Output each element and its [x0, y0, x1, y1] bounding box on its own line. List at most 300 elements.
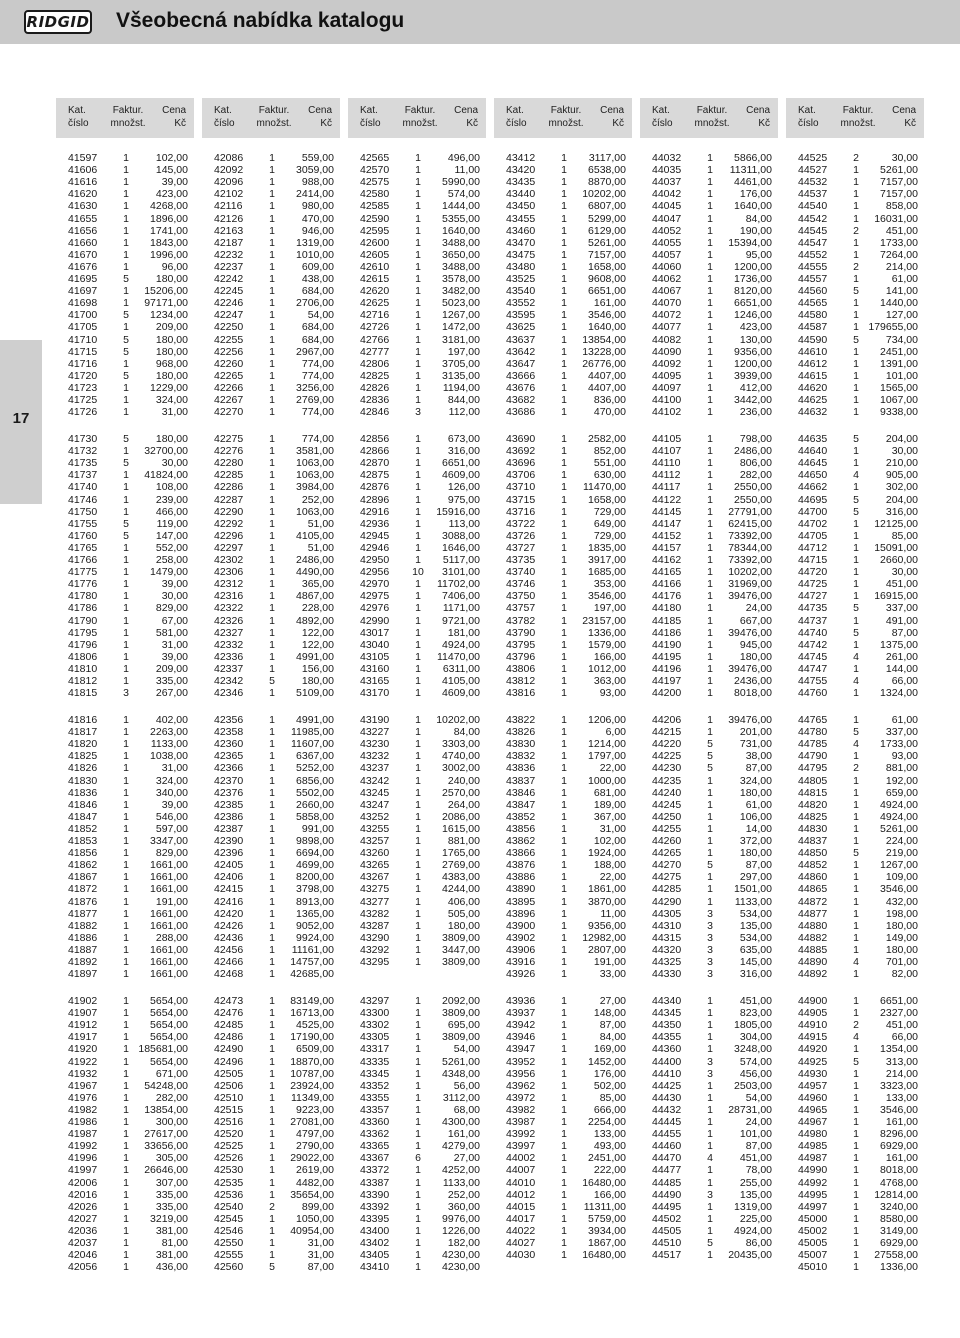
- invoice-quantity: 1: [415, 1067, 421, 1080]
- catalog-number: 44635: [798, 433, 828, 445]
- catalog-number: 43540: [506, 285, 536, 298]
- catalog-number: 41695: [68, 273, 98, 285]
- catalog-number: 42327: [214, 626, 244, 639]
- price-czk: 31,00: [307, 1237, 334, 1249]
- invoice-quantity: 1: [123, 1043, 129, 1056]
- price-czk: 3059,00: [296, 164, 334, 177]
- invoice-quantity: 1: [415, 273, 421, 285]
- invoice-quantity: 1: [707, 883, 713, 896]
- price-czk: 1336,00: [588, 626, 626, 639]
- catalog-number: 42006: [68, 1176, 98, 1189]
- price-czk: 85,00: [599, 1091, 626, 1104]
- catalog-number: 44557: [798, 273, 828, 285]
- catalog-number: 44740: [798, 626, 828, 639]
- price-czk: 8870,00: [588, 176, 626, 189]
- catalog-number: 41697: [68, 285, 98, 298]
- price-czk: 26776,00: [582, 357, 626, 370]
- catalog-number: 43642: [506, 345, 536, 358]
- invoice-quantity: 1: [269, 1091, 275, 1104]
- price-czk: 6651,00: [442, 457, 480, 470]
- price-czk: 635,00: [739, 943, 772, 956]
- price-czk: 1324,00: [880, 687, 918, 700]
- catalog-number: 43412: [506, 152, 536, 164]
- price-czk: 534,00: [739, 931, 772, 944]
- catalog-number: 42525: [214, 1140, 244, 1153]
- invoice-quantity: 1: [415, 810, 421, 823]
- catalog-number: 43267: [360, 871, 390, 884]
- catalog-number: 43435: [506, 176, 536, 189]
- catalog-number: 41655: [68, 212, 98, 225]
- catalog-number: 42625: [360, 297, 390, 310]
- catalog-number: 43812: [506, 675, 536, 687]
- price-czk: 534,00: [739, 907, 772, 920]
- catalog-number: 43740: [506, 566, 536, 579]
- invoice-quantity: 3: [707, 956, 713, 968]
- price-czk: 1579,00: [588, 638, 626, 651]
- price-czk: 456,00: [739, 1067, 772, 1080]
- header-kat-cislo: Kat. číslo: [68, 105, 89, 129]
- catalog-number: 43830: [506, 738, 536, 751]
- invoice-quantity: 1: [707, 1176, 713, 1189]
- catalog-number: 41755: [68, 517, 98, 530]
- catalog-number: 44092: [652, 357, 682, 370]
- catalog-number: 44190: [652, 638, 682, 651]
- price-czk: 470,00: [301, 212, 334, 225]
- price-czk: 16480,00: [582, 1176, 626, 1189]
- price-czk: 22,00: [599, 871, 626, 884]
- catalog-number: 42163: [214, 224, 244, 237]
- catalog-number: 43460: [506, 224, 536, 237]
- invoice-quantity: 1: [853, 1079, 859, 1092]
- invoice-quantity: 1: [707, 260, 713, 273]
- invoice-quantity: 5: [853, 333, 859, 346]
- invoice-quantity: 1: [561, 714, 567, 726]
- price-czk: 214,00: [885, 1067, 918, 1080]
- invoice-quantity: 1: [561, 726, 567, 739]
- invoice-quantity: 1: [415, 517, 421, 530]
- invoice-quantity: 1: [853, 931, 859, 944]
- invoice-quantity: 1: [707, 236, 713, 249]
- catalog-number: 44240: [652, 786, 682, 799]
- catalog-number: 42326: [214, 614, 244, 627]
- catalog-number: 43666: [506, 369, 536, 382]
- price-czk: 6,00: [605, 726, 626, 739]
- catalog-number: 42535: [214, 1176, 244, 1189]
- invoice-quantity: 1: [561, 1007, 567, 1020]
- invoice-quantity: 1: [561, 1067, 567, 1080]
- price-czk: 1194,00: [442, 381, 480, 394]
- catalog-number: 44645: [798, 457, 828, 470]
- catalog-number: 43956: [506, 1067, 536, 1080]
- price-czk: 1867,00: [588, 1237, 626, 1249]
- price-czk: 181,00: [447, 626, 480, 639]
- catalog-number: 44990: [798, 1164, 828, 1177]
- invoice-quantity: 1: [415, 907, 421, 920]
- invoice-quantity: 1: [415, 394, 421, 406]
- invoice-quantity: 1: [561, 273, 567, 285]
- price-czk: 180,00: [447, 919, 480, 932]
- price-czk: 1171,00: [442, 602, 480, 615]
- catalog-number: 42826: [360, 381, 390, 394]
- invoice-quantity: 1: [561, 895, 567, 908]
- catalog-number: 44265: [652, 847, 682, 860]
- price-czk: 3488,00: [442, 236, 480, 249]
- price-czk: 13854,00: [582, 333, 626, 346]
- catalog-number: 44355: [652, 1031, 682, 1044]
- price-czk: 381,00: [155, 1249, 188, 1262]
- catalog-number: 43282: [360, 907, 390, 920]
- invoice-quantity: 1: [561, 762, 567, 775]
- catalog-number: 44712: [798, 541, 828, 554]
- catalog-number: 43706: [506, 469, 536, 482]
- invoice-quantity: 1: [561, 798, 567, 811]
- invoice-quantity: 1: [269, 1116, 275, 1128]
- catalog-number: 44122: [652, 493, 682, 506]
- catalog-number: 44052: [652, 224, 682, 237]
- catalog-number: 43260: [360, 847, 390, 860]
- invoice-quantity: 1: [415, 224, 421, 237]
- price-czk: 3181,00: [442, 333, 480, 346]
- catalog-number: 42416: [214, 895, 244, 908]
- invoice-quantity: 1: [853, 943, 859, 956]
- header-cena: Cena Kč: [746, 105, 770, 129]
- price-czk: 335,00: [155, 1200, 188, 1213]
- price-czk: 41824,00: [144, 469, 188, 482]
- invoice-quantity: 1: [269, 1007, 275, 1020]
- invoice-quantity: 1: [707, 1079, 713, 1092]
- invoice-quantity: 1: [561, 493, 567, 506]
- price-czk: 102,00: [593, 835, 626, 847]
- catalog-number: 44502: [652, 1212, 682, 1225]
- catalog-number: 44180: [652, 602, 682, 615]
- catalog-number: 41846: [68, 798, 98, 811]
- invoice-quantity: 1: [707, 626, 713, 639]
- price-czk: 552,00: [155, 541, 188, 554]
- invoice-quantity: 1: [561, 883, 567, 896]
- invoice-quantity: 1: [707, 650, 713, 663]
- catalog-number: 42387: [214, 822, 244, 835]
- invoice-quantity: 1: [269, 1212, 275, 1225]
- invoice-quantity: 1: [707, 381, 713, 394]
- catalog-number: 44815: [798, 786, 828, 799]
- invoice-quantity: 1: [415, 1128, 421, 1141]
- price-czk: 4699,00: [296, 859, 334, 872]
- price-czk: 1640,00: [442, 224, 480, 237]
- invoice-quantity: 1: [123, 714, 129, 726]
- invoice-quantity: 1: [415, 481, 421, 494]
- price-czk: 30,00: [161, 590, 188, 603]
- invoice-quantity: 1: [707, 578, 713, 591]
- price-czk: 209,00: [155, 321, 188, 334]
- invoice-quantity: 3: [707, 968, 713, 981]
- invoice-quantity: 1: [123, 1237, 129, 1249]
- invoice-quantity: 1: [123, 321, 129, 334]
- price-czk: 189,00: [593, 798, 626, 811]
- price-czk: 1226,00: [442, 1224, 480, 1237]
- catalog-number: 42555: [214, 1249, 244, 1262]
- catalog-number: 42956: [360, 566, 390, 579]
- section-number: 17: [12, 410, 30, 427]
- catalog-number: 42270: [214, 406, 244, 419]
- price-czk: 684,00: [301, 285, 334, 298]
- price-czk: 24,00: [745, 1116, 772, 1128]
- invoice-quantity: 1: [269, 1249, 275, 1262]
- price-czk: 6856,00: [296, 774, 334, 787]
- price-czk: 1229,00: [150, 381, 188, 394]
- price-czk: 5654,00: [150, 995, 188, 1007]
- price-czk: 15394,00: [728, 236, 772, 249]
- price-czk: 32700,00: [144, 445, 188, 458]
- catalog-number: 43900: [506, 919, 536, 932]
- invoice-quantity: 1: [269, 236, 275, 249]
- invoice-quantity: 1: [415, 529, 421, 542]
- catalog-number: 44186: [652, 626, 682, 639]
- price-czk: 102,00: [155, 152, 188, 164]
- invoice-quantity: 1: [269, 1055, 275, 1068]
- price-czk: 1765,00: [442, 847, 480, 860]
- invoice-quantity: 1: [415, 433, 421, 445]
- invoice-quantity: 1: [123, 602, 129, 615]
- price-czk: 6807,00: [588, 200, 626, 213]
- price-czk: 302,00: [885, 481, 918, 494]
- price-czk: 214,00: [885, 260, 918, 273]
- invoice-quantity: 1: [707, 457, 713, 470]
- catalog-number: 43242: [360, 774, 390, 787]
- invoice-quantity: 1: [561, 1103, 567, 1116]
- catalog-number: 42275: [214, 433, 244, 445]
- catalog-number: 42486: [214, 1031, 244, 1044]
- price-czk: 798,00: [739, 433, 772, 445]
- catalog-number: 44470: [652, 1152, 682, 1165]
- price-czk: 267,00: [155, 687, 188, 700]
- catalog-number: 45010: [798, 1261, 828, 1274]
- price-czk: 1661,00: [150, 859, 188, 872]
- price-czk: 316,00: [447, 445, 480, 458]
- catalog-number: 41887: [68, 943, 98, 956]
- catalog-number: 44632: [798, 406, 828, 419]
- invoice-quantity: 1: [415, 1079, 421, 1092]
- price-czk: 6694,00: [296, 847, 334, 860]
- price-czk: 6929,00: [880, 1237, 918, 1249]
- catalog-number: 41620: [68, 188, 98, 201]
- invoice-quantity: 2: [853, 260, 859, 273]
- invoice-quantity: 1: [561, 650, 567, 663]
- catalog-number: 41836: [68, 786, 98, 799]
- invoice-quantity: 1: [415, 786, 421, 799]
- catalog-number: 42390: [214, 835, 244, 847]
- catalog-number: 44542: [798, 212, 828, 225]
- invoice-quantity: 1: [853, 236, 859, 249]
- invoice-quantity: 1: [415, 859, 421, 872]
- invoice-quantity: 1: [123, 859, 129, 872]
- catalog-number: 44755: [798, 675, 828, 687]
- catalog-number: 44820: [798, 798, 828, 811]
- invoice-quantity: 1: [707, 345, 713, 358]
- invoice-quantity: 1: [269, 1128, 275, 1141]
- price-czk: 27558,00: [874, 1249, 918, 1262]
- catalog-number: 43692: [506, 445, 536, 458]
- invoice-quantity: 1: [561, 236, 567, 249]
- invoice-quantity: 1: [561, 1152, 567, 1165]
- catalog-number: 41917: [68, 1031, 98, 1044]
- catalog-number: 42875: [360, 469, 390, 482]
- price-czk: 3917,00: [588, 554, 626, 566]
- price-czk: 17190,00: [290, 1031, 334, 1044]
- price-czk: 2092,00: [442, 995, 480, 1007]
- price-czk: 66,00: [891, 675, 918, 687]
- invoice-quantity: 1: [853, 394, 859, 406]
- invoice-quantity: 1: [561, 176, 567, 189]
- price-czk: 9721,00: [442, 614, 480, 627]
- invoice-quantity: 1: [853, 566, 859, 579]
- price-czk: 3870,00: [588, 895, 626, 908]
- catalog-number: 44860: [798, 871, 828, 884]
- invoice-quantity: 1: [123, 662, 129, 675]
- catalog-number: 44460: [652, 1140, 682, 1153]
- catalog-number: 44225: [652, 750, 682, 763]
- catalog-number: 43715: [506, 493, 536, 506]
- price-czk: 1661,00: [150, 871, 188, 884]
- invoice-quantity: 5: [853, 602, 859, 615]
- price-czk: 470,00: [593, 406, 626, 419]
- price-czk: 87,00: [599, 1019, 626, 1032]
- price-czk: 300,00: [155, 1116, 188, 1128]
- invoice-quantity: 1: [561, 1140, 567, 1153]
- price-czk: 7157,00: [880, 176, 918, 189]
- invoice-quantity: 1: [415, 871, 421, 884]
- catalog-number: 42016: [68, 1188, 98, 1201]
- invoice-quantity: 1: [561, 345, 567, 358]
- invoice-quantity: 1: [269, 541, 275, 554]
- catalog-number: 42356: [214, 714, 244, 726]
- invoice-quantity: 1: [707, 529, 713, 542]
- invoice-quantity: 1: [853, 614, 859, 627]
- invoice-quantity: 1: [123, 1067, 129, 1080]
- header-kat-cislo: Kat. číslo: [214, 105, 235, 129]
- catalog-number: 44185: [652, 614, 682, 627]
- invoice-quantity: 1: [853, 1116, 859, 1128]
- catalog-number: 43726: [506, 529, 536, 542]
- catalog-number: 44072: [652, 309, 682, 322]
- catalog-number: 44485: [652, 1176, 682, 1189]
- catalog-number: 41746: [68, 493, 98, 506]
- price-czk: 73392,00: [728, 554, 772, 566]
- catalog-number: 44165: [652, 566, 682, 579]
- price-czk: 597,00: [155, 822, 188, 835]
- catalog-number: 44145: [652, 505, 682, 518]
- catalog-number: 42256: [214, 345, 244, 358]
- price-czk: 252,00: [301, 493, 334, 506]
- price-czk: 101,00: [885, 369, 918, 382]
- price-czk: 3303,00: [442, 738, 480, 751]
- invoice-quantity: 1: [415, 469, 421, 482]
- invoice-quantity: 1: [269, 943, 275, 956]
- invoice-quantity: 1: [269, 883, 275, 896]
- catalog-number: 43816: [506, 687, 536, 700]
- invoice-quantity: 1: [415, 847, 421, 860]
- catalog-number: 43257: [360, 835, 390, 847]
- invoice-quantity: 1: [561, 566, 567, 579]
- price-czk: 6367,00: [296, 750, 334, 763]
- catalog-number: 43450: [506, 200, 536, 213]
- invoice-quantity: 1: [707, 481, 713, 494]
- price-czk: 30,00: [891, 445, 918, 458]
- catalog-number: 43826: [506, 726, 536, 739]
- catalog-number: 42716: [360, 309, 390, 322]
- catalog-number: 43896: [506, 907, 536, 920]
- price-czk: 836,00: [593, 394, 626, 406]
- price-czk: 1133,00: [150, 738, 188, 751]
- price-czk: 496,00: [447, 152, 480, 164]
- invoice-quantity: 1: [561, 1176, 567, 1189]
- price-czk: 1661,00: [150, 943, 188, 956]
- invoice-quantity: 1: [269, 333, 275, 346]
- catalog-number: 41725: [68, 394, 98, 406]
- catalog-number: 42242: [214, 273, 244, 285]
- catalog-number: 41698: [68, 297, 98, 310]
- price-czk: 975,00: [447, 493, 480, 506]
- catalog-number: 44620: [798, 381, 828, 394]
- invoice-quantity: 1: [415, 1212, 421, 1225]
- catalog-number: 43255: [360, 822, 390, 835]
- price-czk: 87,00: [745, 859, 772, 872]
- catalog-number: 42615: [360, 273, 390, 285]
- catalog-number: 41775: [68, 566, 98, 579]
- price-czk: 3546,00: [588, 590, 626, 603]
- invoice-quantity: 1: [853, 1200, 859, 1213]
- catalog-number: 41882: [68, 919, 98, 932]
- price-czk: 61,00: [745, 798, 772, 811]
- catalog-number: 43886: [506, 871, 536, 884]
- catalog-number: 44320: [652, 943, 682, 956]
- price-czk: 5858,00: [296, 810, 334, 823]
- invoice-quantity: 5: [269, 1261, 275, 1274]
- price-czk: 1000,00: [588, 774, 626, 787]
- invoice-quantity: 5: [707, 738, 713, 751]
- invoice-quantity: 1: [853, 883, 859, 896]
- price-czk: 6311,00: [442, 662, 480, 675]
- invoice-quantity: 1: [269, 176, 275, 189]
- invoice-quantity: 1: [853, 369, 859, 382]
- invoice-quantity: 1: [707, 164, 713, 177]
- invoice-quantity: 1: [123, 394, 129, 406]
- price-czk: 15206,00: [144, 285, 188, 298]
- invoice-quantity: 1: [707, 726, 713, 739]
- catalog-number: 41790: [68, 614, 98, 627]
- catalog-number: 42866: [360, 445, 390, 458]
- catalog-number: 44015: [506, 1200, 536, 1213]
- price-czk: 451,00: [885, 224, 918, 237]
- price-czk: 197,00: [593, 602, 626, 615]
- catalog-number: 43040: [360, 638, 390, 651]
- catalog-number: 41715: [68, 345, 98, 358]
- invoice-quantity: 1: [123, 1091, 129, 1104]
- catalog-number: 44082: [652, 333, 682, 346]
- catalog-number: 42245: [214, 285, 244, 298]
- invoice-quantity: 3: [707, 907, 713, 920]
- catalog-number: 43836: [506, 762, 536, 775]
- price-czk: 9924,00: [296, 931, 334, 944]
- price-czk: 5654,00: [150, 1055, 188, 1068]
- invoice-quantity: 1: [269, 369, 275, 382]
- catalog-number: 42870: [360, 457, 390, 470]
- invoice-quantity: 1: [415, 333, 421, 346]
- catalog-number: 42485: [214, 1019, 244, 1032]
- catalog-number: 41830: [68, 774, 98, 787]
- invoice-quantity: 5: [123, 369, 129, 382]
- price-czk: 54,00: [307, 309, 334, 322]
- price-czk: 5654,00: [150, 1019, 188, 1032]
